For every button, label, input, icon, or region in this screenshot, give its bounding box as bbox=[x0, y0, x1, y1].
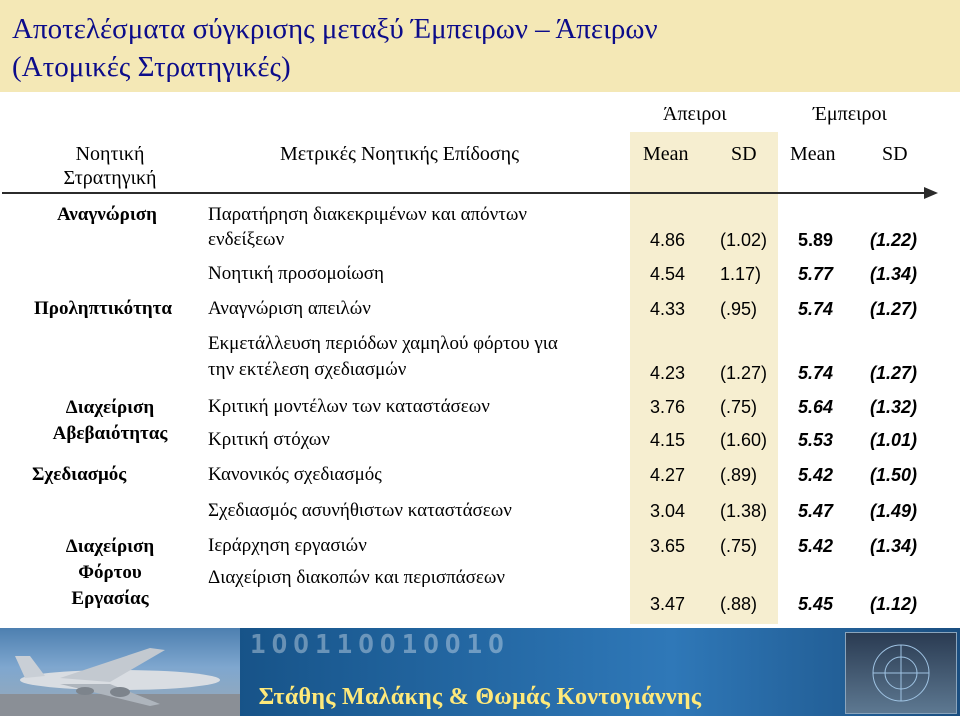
header-strategy-line-1: Νοητική bbox=[75, 143, 145, 165]
header-mean-empeiroi: Mean bbox=[790, 143, 836, 165]
sd-apeiroi: (.75) bbox=[720, 536, 758, 556]
mean-empeiroi: 5.47 bbox=[798, 501, 834, 521]
group-header-apeiroi: Άπειροι bbox=[663, 103, 727, 125]
metric-label: Νοητική προσομοίωση bbox=[208, 263, 384, 284]
footer-credits: Στάθης Μαλάκης & Θωμάς Κοντογιάννης bbox=[258, 684, 702, 710]
strategy-proactivity: Προληπτικότητα bbox=[34, 298, 173, 319]
strategy-workload-line-1: Διαχείριση bbox=[65, 536, 155, 557]
mean-apeiroi: 4.15 bbox=[650, 430, 686, 450]
sd-empeiroi: (1.34) bbox=[870, 264, 918, 284]
mean-apeiroi: 3.47 bbox=[650, 594, 686, 614]
metric-label-cont: την εκτέλεση σχεδιασμών bbox=[208, 359, 407, 380]
title-line-1: Αποτελέσματα σύγκρισης μεταξύ Έμπειρων – Άπειρων bbox=[12, 13, 658, 45]
metric-label: Κανονικός σχεδιασμός bbox=[208, 464, 382, 485]
strategy-uncertainty-management bbox=[30, 395, 190, 447]
sd-empeiroi: (1.49) bbox=[870, 501, 918, 521]
metric-label: Ιεράρχηση εργασιών bbox=[208, 535, 367, 556]
mean-apeiroi: 4.86 bbox=[650, 230, 686, 250]
mean-apeiroi: 4.54 bbox=[650, 264, 686, 284]
header-strategy bbox=[30, 142, 190, 190]
mean-apeiroi: 4.23 bbox=[650, 363, 686, 383]
footer-banner bbox=[0, 628, 960, 716]
metric-label: Αναγνώριση απειλών bbox=[208, 298, 371, 319]
header-metrics: Μετρικές Νοητικής Επίδοσης bbox=[280, 143, 520, 165]
metric-label: Παρατήρηση διακεκριμένων και απόντων bbox=[208, 204, 527, 225]
mean-empeiroi: 5.45 bbox=[798, 594, 834, 614]
strategy-planning: Σχεδιασμός bbox=[32, 464, 127, 485]
group-header-empeiroi: Έμπειροι bbox=[813, 103, 887, 125]
sd-apeiroi: (1.27) bbox=[720, 363, 768, 383]
sd-empeiroi: (1.27) bbox=[870, 299, 918, 319]
header-divider bbox=[2, 192, 927, 194]
metric-label: Διαχείριση διακοπών και περισπάσεων bbox=[208, 567, 505, 588]
mean-empeiroi: 5.53 bbox=[798, 430, 834, 450]
title-line-2: (Ατομικές Στρατηγικές) bbox=[12, 51, 291, 83]
mean-empeiroi: 5.77 bbox=[798, 264, 834, 284]
sd-empeiroi: (1.50) bbox=[870, 465, 918, 485]
mean-apeiroi: 4.27 bbox=[650, 465, 686, 485]
sd-apeiroi: (1.02) bbox=[720, 230, 768, 250]
strategy-recognition: Αναγνώριση bbox=[57, 204, 157, 225]
sd-apeiroi: (1.60) bbox=[720, 430, 768, 450]
metric-label: Εκμετάλλευση περιόδων χαμηλού φόρτου για bbox=[208, 333, 558, 354]
sd-empeiroi: (1.32) bbox=[870, 397, 918, 417]
strategy-uncertainty-line-2: Αβεβαιότητας bbox=[52, 423, 168, 444]
sd-apeiroi: (.95) bbox=[720, 299, 758, 319]
sd-empeiroi: (1.22) bbox=[870, 230, 918, 250]
metric-label-cont: ενδείξεων bbox=[208, 229, 285, 250]
metric-label: Κριτική στόχων bbox=[208, 429, 330, 450]
sd-empeiroi: (1.12) bbox=[870, 594, 918, 614]
arrow-head-icon bbox=[924, 187, 938, 199]
metric-label: Κριτική μοντέλων των καταστάσεων bbox=[208, 396, 490, 417]
strategy-uncertainty-line-1: Διαχείριση bbox=[65, 397, 155, 418]
decorative-digits: 1OO11OO1OO1O bbox=[250, 630, 510, 660]
mean-empeiroi: 5.42 bbox=[798, 536, 834, 556]
header-mean-apeiroi: Mean bbox=[643, 143, 689, 165]
mean-apeiroi: 3.04 bbox=[650, 501, 686, 521]
metric-label: Σχεδιασμός ασυνήθιστων καταστάσεων bbox=[208, 500, 512, 521]
strategy-workload-line-2: Φόρτου bbox=[78, 562, 142, 583]
sd-apeiroi: (.89) bbox=[720, 465, 758, 485]
mean-apeiroi: 3.65 bbox=[650, 536, 686, 556]
mean-empeiroi: 5.64 bbox=[798, 397, 834, 417]
mean-empeiroi: 5.89 bbox=[798, 230, 834, 250]
header-sd-apeiroi: SD bbox=[731, 143, 757, 165]
slide-title bbox=[12, 10, 658, 86]
mean-empeiroi: 5.74 bbox=[798, 299, 834, 319]
mean-apeiroi: 3.76 bbox=[650, 397, 686, 417]
sd-empeiroi: (1.01) bbox=[870, 430, 918, 450]
mean-apeiroi: 4.33 bbox=[650, 299, 686, 319]
strategy-workload-management bbox=[30, 534, 190, 612]
mean-empeiroi: 5.74 bbox=[798, 363, 834, 383]
sd-empeiroi: (1.34) bbox=[870, 536, 918, 556]
header-strategy-line-2: Στρατηγική bbox=[63, 167, 157, 189]
sd-apeiroi: (.75) bbox=[720, 397, 758, 417]
header-sd-empeiroi: SD bbox=[882, 143, 908, 165]
mean-empeiroi: 5.42 bbox=[798, 465, 834, 485]
strategy-workload-line-3: Εργασίας bbox=[71, 588, 149, 609]
sd-empeiroi: (1.27) bbox=[870, 363, 918, 383]
sd-apeiroi: (.88) bbox=[720, 594, 758, 614]
sd-apeiroi: 1.17) bbox=[720, 264, 762, 284]
sd-apeiroi: (1.38) bbox=[720, 501, 768, 521]
